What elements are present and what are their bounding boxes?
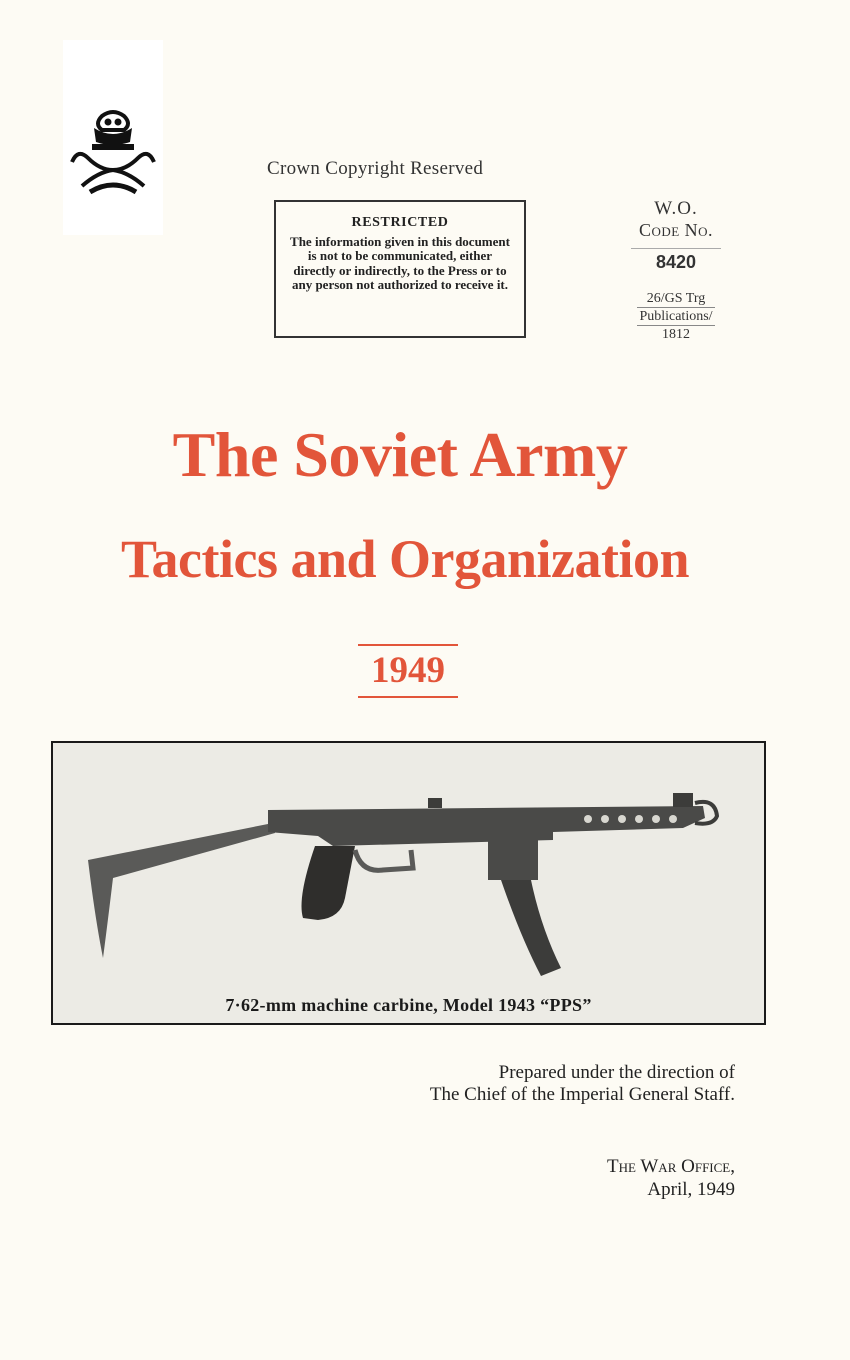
- code-number: 8420: [631, 248, 721, 273]
- publication-reference-mid: Publications/: [639, 309, 713, 324]
- publisher-logo-panel: [63, 40, 163, 235]
- restricted-text: The information given in this document is not to be communicated, either directly or indirectly, to the Press or to any person not authorized to receive it.: [290, 234, 510, 292]
- publication-year: 1949: [358, 644, 458, 698]
- war-office-imprint: [450, 1155, 735, 1201]
- issuing-office: The War Office,: [607, 1156, 735, 1177]
- code-label: Code No.: [638, 220, 714, 240]
- publication-reference-top: 26/GS Trg: [646, 291, 706, 306]
- carbine-photo-frame: [51, 741, 766, 1025]
- machine-carbine-illustration: [83, 788, 743, 988]
- figure-caption: 7·62-mm machine carbine, Model 1943 “PPS”: [225, 995, 592, 1015]
- copyright-notice: Crown Copyright Reserved: [267, 158, 484, 179]
- wo-label: W.O.: [654, 198, 698, 219]
- main-title: The Soviet Army: [172, 419, 628, 490]
- prepared-line-2: The Chief of the Imperial General Staff.: [429, 1084, 735, 1105]
- prepared-statement: [300, 1062, 735, 1106]
- restricted-title: RESTRICTED: [351, 215, 449, 230]
- prepared-line-1: Prepared under the direction of: [498, 1062, 735, 1083]
- crown-emblem-icon: [68, 108, 158, 200]
- wo-code-block: [620, 198, 732, 273]
- issue-date: April, 1949: [647, 1179, 735, 1200]
- subtitle: Tactics and Organization: [120, 529, 690, 589]
- publication-reference: [620, 290, 732, 343]
- publication-reference-bottom: 1812: [662, 327, 690, 342]
- restricted-notice-box: [274, 200, 526, 338]
